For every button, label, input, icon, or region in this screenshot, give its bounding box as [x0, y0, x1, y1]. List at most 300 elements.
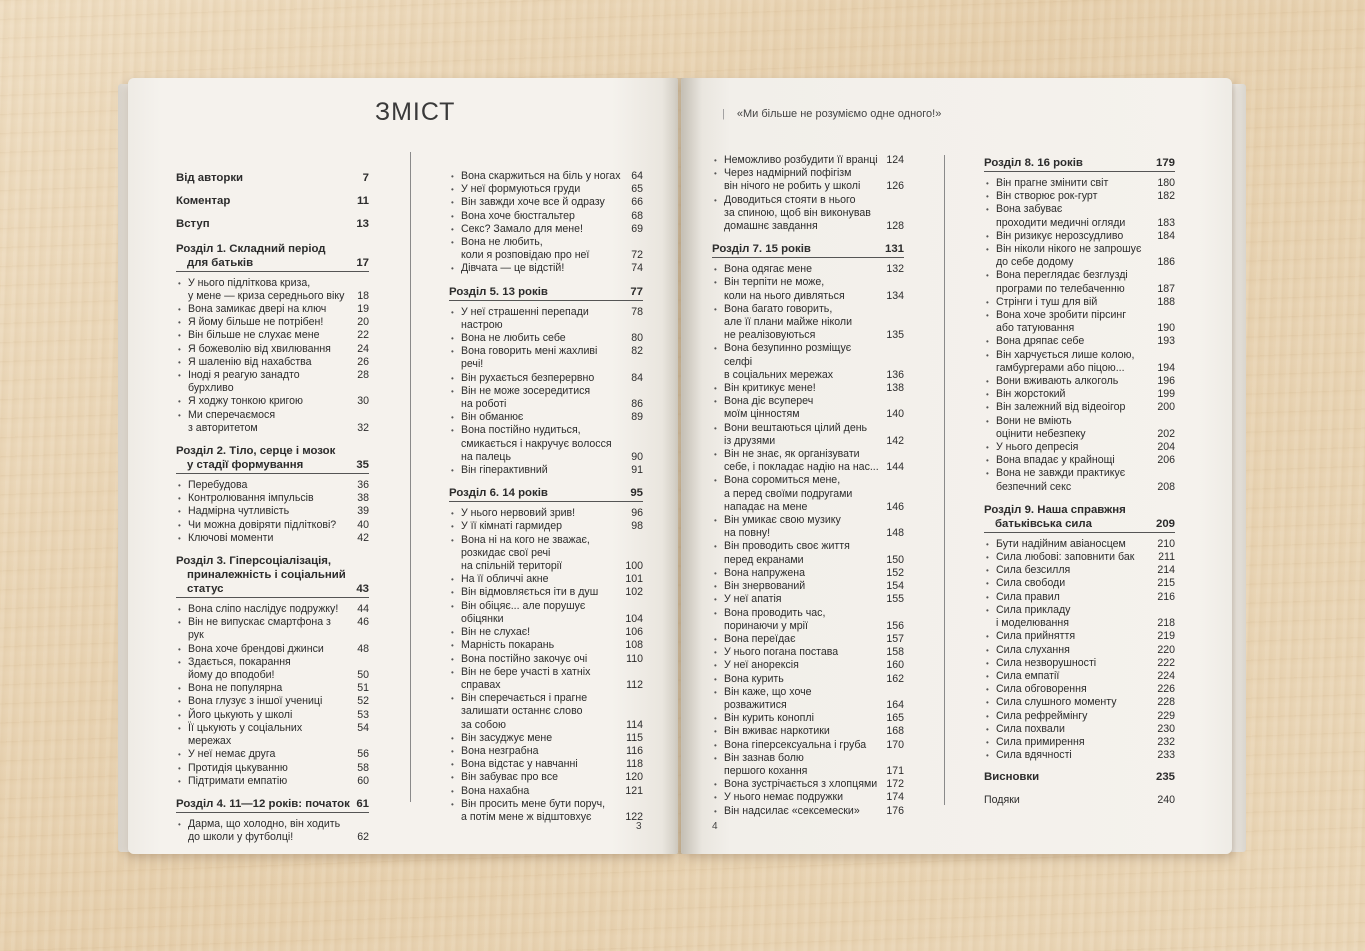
toc-entry-page: 39	[357, 505, 369, 518]
toc-top-entry	[176, 195, 369, 208]
toc-entry-title: • Дівчата — це відстій!	[449, 262, 564, 275]
toc-entry-page: 48	[357, 642, 369, 655]
toc-entry	[449, 666, 643, 679]
toc-entry-page	[347, 277, 369, 290]
toc-entry-title: але її плани майже ніколи	[724, 316, 852, 329]
toc-entry-page: 135	[886, 329, 904, 342]
toc-entry-title: • У неї формуються груди	[449, 183, 580, 196]
toc-entry-title: на повну!	[724, 527, 771, 540]
toc-entry-title: • Через надмірний пофігізм	[712, 167, 851, 180]
toc-entry-page: 60	[357, 774, 369, 787]
toc-entry-page	[1153, 269, 1175, 282]
toc-entry	[984, 481, 1175, 494]
toc-entry-page: 24	[357, 342, 369, 355]
toc-entry-title: і моделювання	[996, 617, 1069, 630]
toc-entry	[449, 745, 643, 758]
toc-entry	[176, 505, 369, 518]
toc-entry	[176, 343, 369, 356]
toc-entry-page: 194	[1157, 361, 1175, 374]
section-title	[984, 503, 1126, 531]
toc-top-entry	[176, 218, 369, 231]
toc-entry	[176, 762, 369, 775]
toc-entry-page: 64	[631, 170, 643, 182]
toc-entry	[712, 180, 904, 193]
toc-entry-page	[621, 534, 643, 547]
toc-entry	[449, 507, 643, 520]
toc-entry	[712, 220, 904, 233]
toc-entry	[712, 554, 904, 567]
toc-entry-title: • Він гіперактивний	[449, 464, 548, 477]
section-title-line: статус	[187, 583, 224, 596]
toc-entry-page: 148	[886, 527, 904, 540]
toc-entry-page: 36	[357, 479, 369, 492]
toc-entry-page: 126	[886, 180, 904, 193]
toc-entry-page: 66	[631, 196, 643, 209]
toc-entry	[712, 646, 904, 659]
toc-entry-page: 204	[1157, 441, 1175, 454]
toc-entry-page	[621, 236, 643, 249]
toc-entry-title: • Вона одягає мене	[712, 263, 812, 276]
toc-entry-title: програми по телебаченню	[996, 282, 1125, 295]
toc-entry-title: поринаючи у мрії	[724, 619, 808, 632]
toc-entry-title: • Він просить мене бути поруч,	[449, 798, 605, 811]
toc-entry	[449, 732, 643, 745]
toc-entry-page	[882, 514, 904, 527]
toc-entry-page: 156	[886, 619, 904, 632]
toc-entry-page: 89	[631, 411, 643, 424]
section-spacer	[176, 435, 369, 444]
toc-entry	[176, 669, 369, 682]
toc-entry	[176, 303, 369, 316]
toc-entry	[712, 488, 904, 501]
section-page: 131	[884, 243, 904, 256]
toc-entry	[449, 613, 643, 626]
toc-entry-page: 26	[357, 355, 369, 368]
toc-entry	[449, 196, 643, 209]
toc-entry	[984, 441, 1175, 454]
toc-entry	[712, 395, 904, 408]
toc-entry	[712, 316, 904, 329]
toc-entry-page: 80	[631, 332, 643, 345]
toc-entry-title: • Сила любові: заповнити бак	[984, 551, 1134, 564]
toc-entry	[984, 591, 1175, 604]
running-head-text: «Ми більше не розуміємо одне одного!»	[736, 108, 942, 120]
toc-entry-page: 199	[1157, 388, 1175, 401]
toc-entry	[449, 626, 643, 639]
toc-entry-page: 74	[631, 262, 643, 275]
toc-entry-title: • Вони вештаються цілий день	[712, 422, 867, 435]
toc-entry-page: 128	[886, 220, 904, 233]
toc-entry	[449, 758, 643, 771]
toc-entry	[712, 167, 904, 180]
toc-entry	[984, 177, 1175, 190]
toc-entry-title: • Він обманює	[449, 411, 523, 424]
toc-entry	[449, 332, 643, 345]
column-divider-left	[410, 152, 411, 802]
toc-entry-page: 158	[886, 646, 904, 659]
toc-entry-title: • Він обіцяє... але порушує	[449, 600, 585, 613]
toc-entry-title: • Сила незворушності	[984, 657, 1096, 670]
toc-entry-page	[621, 385, 643, 398]
toc-entry-title: • Сила обговорення	[984, 683, 1087, 696]
toc-entry-title: • Вони вживають алкоголь	[984, 375, 1118, 388]
toc-entry	[984, 243, 1175, 256]
toc-top-entry	[176, 172, 369, 185]
toc-entry	[176, 695, 369, 708]
toc-entry-page: 120	[625, 771, 643, 784]
toc-entry-title: • Вона зустрічається з хлопцями	[712, 778, 877, 791]
toc-entry-title: на спільній території	[461, 560, 563, 573]
toc-entry-title: • Сила правил	[984, 591, 1060, 604]
page-number-right: 4	[712, 821, 718, 832]
toc-entry	[449, 183, 643, 196]
toc-entry-page: 222	[1157, 656, 1175, 669]
section-title-line: Розділ 2. Тіло, серце і мозок	[176, 445, 336, 458]
toc-entry	[712, 382, 904, 395]
toc-entry	[176, 532, 369, 545]
toc-end-title: Подяки	[984, 793, 1020, 806]
toc-entry	[712, 791, 904, 804]
section-title	[176, 797, 350, 811]
toc-entry-title: • Чи можна довіряти підліткові?	[176, 519, 336, 532]
toc-entry	[712, 778, 904, 791]
toc-entry-page: 96	[631, 507, 643, 520]
toc-entry-page	[882, 316, 904, 329]
toc-entry-page	[882, 194, 904, 207]
toc-entry-title: • Він харчується лише колою,	[984, 349, 1134, 362]
toc-entry-page: 162	[886, 672, 904, 685]
toc-entry-page	[882, 395, 904, 408]
toc-entry-page: 208	[1157, 480, 1175, 493]
toc-entry	[984, 617, 1175, 630]
toc-top-page: 13	[356, 218, 369, 231]
toc-entry-title: • Він умикає свою музику	[712, 514, 841, 527]
toc-entry	[984, 454, 1175, 467]
toc-entry-page: 108	[625, 639, 643, 652]
toc-entry	[449, 451, 643, 464]
toc-entry	[984, 256, 1175, 269]
toc-entry-title: • Вона хоче зробити пірсинг	[984, 309, 1126, 322]
toc-entry-page: 100	[625, 560, 643, 573]
toc-entry-page: 69	[631, 222, 643, 235]
section-page: 17	[356, 256, 369, 269]
toc-entry	[712, 448, 904, 461]
toc-entry	[984, 296, 1175, 309]
toc-entry-title: • У нього погана постава	[712, 646, 838, 659]
toc-top-page: 11	[356, 195, 369, 208]
toc-entry-title: • Секс? Замало для мене!	[449, 223, 583, 236]
section-title-line: приналежність і соціальний	[187, 569, 346, 582]
toc-entry-page: 19	[357, 303, 369, 316]
toc-entry-title: • Бути надійним авіаносцем	[984, 538, 1126, 551]
section-title	[176, 554, 346, 596]
toc-entry-page	[882, 303, 904, 316]
toc-end-entry	[984, 771, 1175, 784]
toc-entry-page	[621, 666, 643, 679]
toc-entry-page: 172	[886, 778, 904, 791]
toc-entry-title: • Його цькують у школі	[176, 709, 292, 722]
toc-entry	[984, 349, 1175, 362]
toc-entry-page: 171	[886, 764, 904, 777]
toc-column-4	[984, 156, 1175, 816]
toc-entry-page	[882, 207, 904, 220]
toc-entry-title: коли на нього дивляться	[724, 289, 845, 302]
toc-entry-page: 165	[886, 712, 904, 725]
toc-entry	[449, 679, 643, 692]
toc-entry-page: 65	[631, 183, 643, 196]
section-title-line: Розділ 4. 11—12 років: початок	[176, 797, 350, 810]
toc-entry-title: • Сила вдячності	[984, 749, 1072, 762]
toc-entry	[984, 551, 1175, 564]
section-spacer	[176, 788, 369, 797]
toc-entry-title: • Контролювання імпульсів	[176, 492, 314, 505]
toc-entry-page: 110	[626, 652, 643, 665]
toc-entry-title: • Вона забуває	[984, 203, 1062, 216]
toc-entry	[984, 577, 1175, 590]
toc-entry	[176, 409, 369, 422]
toc-entry	[176, 519, 369, 532]
toc-entry-page: 116	[626, 744, 643, 757]
toc-entry	[176, 682, 369, 695]
toc-entry	[712, 752, 904, 765]
toc-entry-title: • Вона багато говорить,	[712, 303, 832, 316]
toc-entry	[712, 422, 904, 435]
toc-entry	[984, 683, 1175, 696]
toc-entry-title: • Сила слухання	[984, 644, 1070, 657]
toc-entry-page: 164	[886, 698, 904, 711]
toc-entry-title: • Перебудова	[176, 479, 247, 492]
toc-entry-title: • Вона не любить себе	[449, 332, 566, 345]
toc-entry	[449, 398, 643, 411]
toc-entry	[712, 805, 904, 818]
toc-entry-page: 68	[631, 209, 643, 222]
toc-entry	[449, 438, 643, 451]
section-heading	[449, 285, 643, 301]
toc-entry-title: • Він зазнав болю	[712, 752, 804, 765]
toc-entry-page: 114	[626, 718, 643, 731]
toc-entry-title: на роботі	[461, 398, 507, 411]
toc-entry-page: 219	[1157, 630, 1175, 643]
toc-entry	[712, 329, 904, 342]
toc-entry-title: • Вона переїдає	[712, 633, 795, 646]
toc-entry-title: • Він ніколи нікого не запрошує	[984, 243, 1141, 256]
toc-entry-page: 118	[626, 758, 643, 771]
toc-entry	[449, 719, 643, 732]
toc-entry-page	[882, 488, 904, 501]
toc-entry-title: • Вона замикає двері на ключ	[176, 303, 326, 316]
toc-entry-page: 102	[625, 586, 643, 599]
toc-entry	[449, 586, 643, 599]
section-title-line: Розділ 3. Гіперсоціалізація,	[176, 555, 332, 568]
toc-entry-page: 176	[886, 804, 904, 817]
toc-entry-page: 56	[357, 748, 369, 761]
toc-entry-page: 44	[357, 603, 369, 616]
toc-entry-title: • Він знервований	[712, 580, 805, 593]
toc-entry-page: 186	[1157, 256, 1175, 269]
toc-entry-title: а перед своїми подругами	[724, 487, 853, 500]
toc-entry-title: • Вона не любить,	[449, 236, 543, 249]
toc-entry	[984, 630, 1175, 643]
toc-entry-page: 28	[357, 369, 369, 382]
toc-entry-page: 52	[357, 695, 369, 708]
toc-entry-page	[882, 686, 904, 699]
toc-entry	[712, 474, 904, 487]
toc-entry-title: • Він рухається безперервно	[449, 372, 594, 385]
toc-entry-title: • Він прагне змінити світ	[984, 177, 1108, 190]
toc-entry-title: • Ми сперечаємося	[176, 409, 275, 422]
toc-entry-title: • Він забуває про все	[449, 771, 558, 784]
section-page: 43	[356, 583, 369, 596]
toc-entry-title: • Неможливо розбудити її вранці	[712, 154, 878, 167]
toc-entry-page: 72	[631, 249, 643, 262]
toc-entry-title: проходити медичні огляди	[996, 216, 1126, 229]
toc-entry-title: • Він не знає, як організувати	[712, 448, 860, 461]
toc-entry-title: • У нього нервовий зрив!	[449, 507, 575, 520]
toc-entry-title: • Вона соромиться мене,	[712, 474, 840, 487]
toc-entry-title: з авторитетом	[188, 421, 258, 434]
toc-entry-page	[882, 167, 904, 180]
toc-entry	[449, 692, 643, 705]
toc-entry	[712, 290, 904, 303]
toc-entry	[984, 538, 1175, 551]
toc-entry-page: 174	[886, 791, 904, 804]
toc-end-page: 235	[1155, 771, 1175, 784]
section-heading	[176, 797, 369, 813]
toc-entry	[712, 620, 904, 633]
toc-entry-title: • Вона хоче бюстгальтер	[449, 210, 575, 223]
toc-entry-page: 91	[631, 464, 643, 477]
toc-entry-page	[1153, 415, 1175, 428]
toc-entry-page	[621, 438, 643, 451]
toc-entry-page	[882, 752, 904, 765]
section-heading	[984, 503, 1175, 533]
toc-entry	[449, 385, 643, 398]
toc-column-1	[176, 172, 369, 844]
toc-entry	[176, 492, 369, 505]
toc-entry-page: 50	[357, 669, 369, 682]
section-spacer	[984, 762, 1175, 771]
toc-entry	[449, 262, 643, 275]
toc-entry-page: 229	[1157, 709, 1175, 722]
toc-entry-page: 152	[886, 566, 904, 579]
toc-entry-title: а потім мене ж відштовхує	[461, 810, 592, 823]
toc-entry-title: гамбургерами або піцою...	[996, 361, 1125, 374]
toc-entry-title: • Марність покарань	[449, 639, 554, 652]
toc-entry-title: • Вона курить	[712, 673, 784, 686]
toc-entry-title: першого кохання	[724, 764, 808, 777]
toc-entry	[712, 263, 904, 276]
toc-entry-title: • Він завжди хоче все й одразу	[449, 196, 605, 209]
toc-entry-page: 115	[626, 731, 643, 744]
toc-entry	[449, 785, 643, 798]
section-title	[449, 285, 548, 299]
section-title-line: Розділ 6. 14 років	[449, 487, 548, 500]
toc-entry-page	[621, 424, 643, 437]
toc-entry-page	[882, 474, 904, 487]
toc-entry-page: 58	[357, 761, 369, 774]
toc-entry-page: 190	[1157, 322, 1175, 335]
toc-entry-page: 206	[1157, 454, 1175, 467]
toc-entry	[712, 686, 904, 699]
toc-entry-title: • Він не бере участі в хатніх	[449, 666, 590, 679]
toc-entry-title: йому до вподоби!	[188, 669, 275, 682]
toc-entry-title: • Вона сліпо наслідує подружку!	[176, 603, 338, 616]
toc-entry-title: • Вона дряпає себе	[984, 335, 1084, 348]
toc-entry	[984, 723, 1175, 736]
toc-entry-page: 82	[631, 345, 643, 358]
toc-entry-page: 46	[357, 616, 369, 629]
toc-entry-page: 20	[357, 316, 369, 329]
column-divider-right	[944, 155, 945, 805]
toc-entry-page: 228	[1157, 696, 1175, 709]
section-title	[176, 242, 326, 270]
toc-entry-title: за собою	[461, 718, 506, 731]
toc-entry	[712, 461, 904, 474]
toc-entry-page: 202	[1157, 427, 1175, 440]
toc-entry-page: 40	[357, 518, 369, 531]
toc-entry	[449, 798, 643, 811]
toc-entry-page: 138	[886, 382, 904, 395]
toc-entry	[984, 309, 1175, 322]
toc-entry-page: 226	[1157, 683, 1175, 696]
toc-entry-page: 210	[1157, 537, 1175, 550]
toc-entry-title: • Сила емпатії	[984, 670, 1059, 683]
toc-entry-page	[882, 448, 904, 461]
section-page: 77	[630, 285, 643, 298]
toc-entry	[176, 422, 369, 435]
toc-entry-title: • Здається, покарання	[176, 656, 291, 669]
section-title	[712, 242, 811, 256]
toc-entry-title: не реалізовуються	[724, 329, 816, 342]
toc-entry-title: • Він жорстокий	[984, 388, 1065, 401]
toc-entry	[984, 467, 1175, 480]
toc-entry-title: справах	[461, 678, 501, 691]
section-spacer	[712, 233, 904, 242]
toc-entry-page: 86	[631, 398, 643, 411]
toc-entry-title: • Вона скаржиться на біль у ногах	[449, 170, 621, 183]
toc-entry	[176, 369, 369, 395]
toc-entry-page: 200	[1157, 401, 1175, 414]
toc-entry-page: 168	[886, 725, 904, 738]
toc-entry-page: 142	[886, 434, 904, 447]
toc-entry	[176, 356, 369, 369]
toc-entry-page: 62	[357, 831, 369, 844]
section-spacer	[449, 477, 643, 486]
toc-entry	[984, 190, 1175, 203]
toc-entry-page: 112	[626, 678, 643, 691]
toc-entry-title: • Він не слухає!	[449, 626, 530, 639]
toc-entry-title: • Надмірна чутливість	[176, 505, 289, 518]
toc-entry	[712, 659, 904, 672]
toc-entry	[712, 342, 904, 368]
toc-entry-title: • Він не випускає смартфона з рук	[176, 616, 347, 642]
toc-entry	[984, 644, 1175, 657]
section-heading	[712, 242, 904, 258]
toc-entry	[176, 603, 369, 616]
toc-entry-page: 42	[357, 531, 369, 544]
toc-entry	[449, 372, 643, 385]
toc-entry	[449, 306, 643, 332]
toc-entry	[712, 527, 904, 540]
toc-entry-title: до себе додому	[996, 256, 1074, 269]
toc-entry-title: • Сила рефреймінгу	[984, 710, 1087, 723]
toc-entry-page	[621, 798, 643, 811]
toc-entry	[176, 775, 369, 788]
toc-entry-title: • Він відмовляється іти в душ	[449, 586, 598, 599]
toc-entry-page: 84	[631, 371, 643, 384]
toc-entry-title: • У її кімнаті гармидер	[449, 520, 562, 533]
toc-entry-title: • Вона діє всупереч	[712, 395, 813, 408]
